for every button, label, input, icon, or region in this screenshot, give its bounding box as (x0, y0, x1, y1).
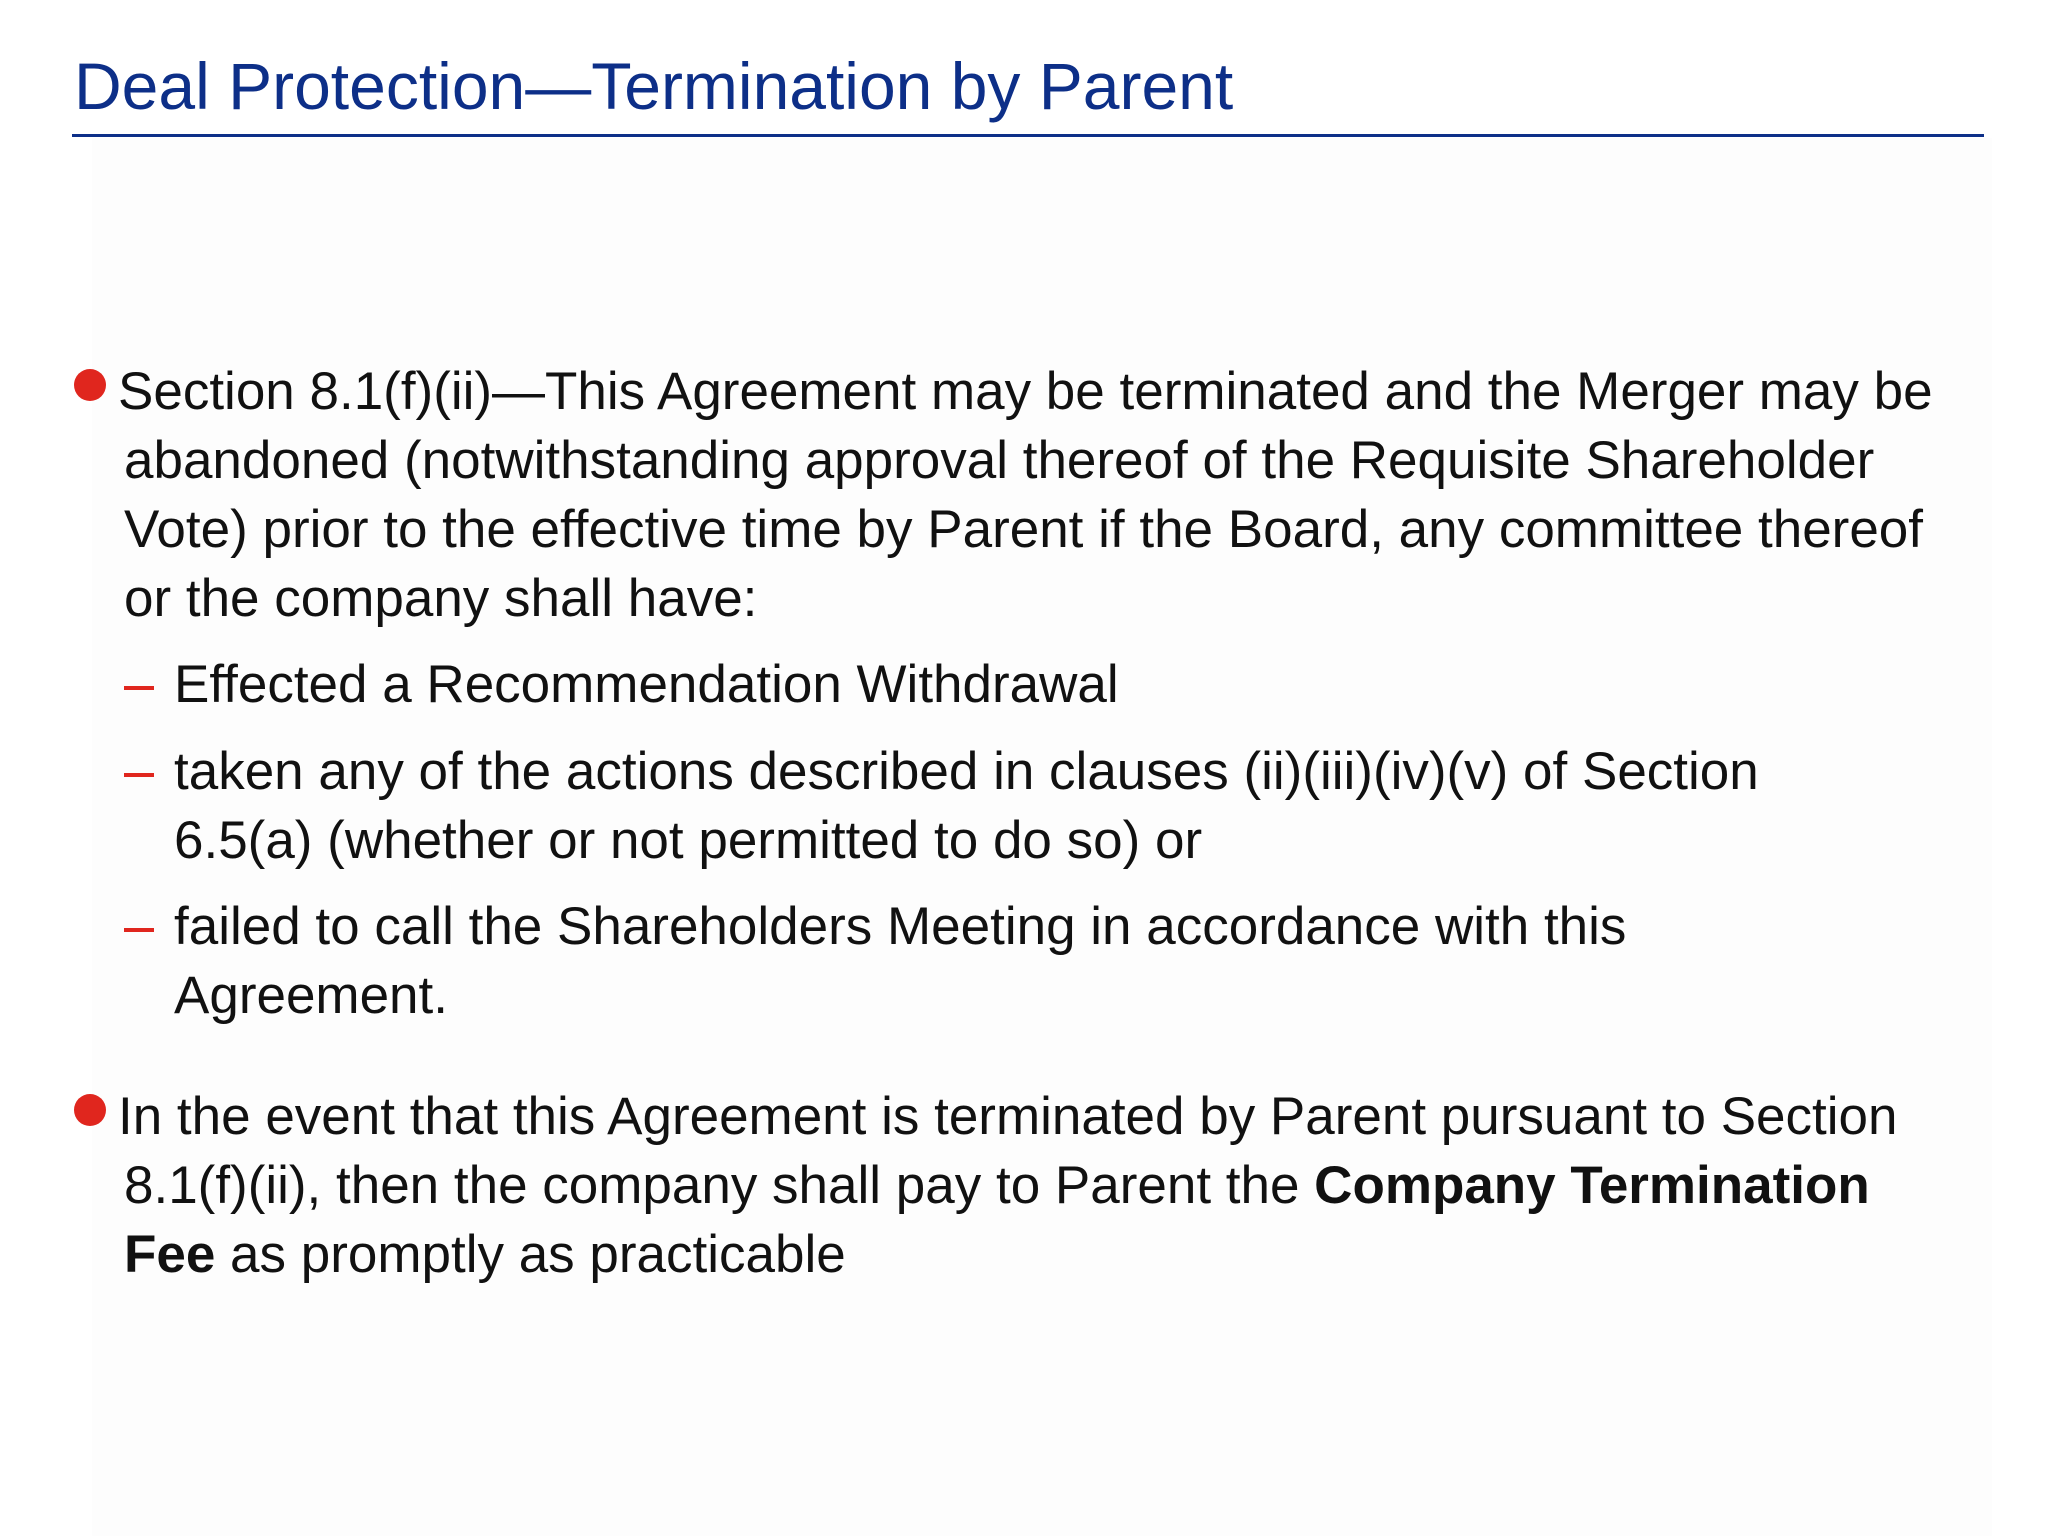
sub-item-3 (124, 892, 1904, 1030)
dash-icon (124, 773, 154, 777)
red-bullet-icon (74, 1094, 106, 1126)
bullet-item-2 (72, 1082, 1952, 1289)
sub-item-text: taken any of the actions described in clauses (ii)(iii)(iv)(v) of Section 6.5(a) (whether or not permitted to do so) or (174, 742, 1759, 870)
sub-item-text: failed to call the Shareholders Meeting in accordance with this Agreement. (174, 897, 1627, 1025)
sub-item-1 (124, 650, 1904, 719)
sub-item-text: Effected a Recommendation Withdrawal (174, 655, 1119, 714)
bullet-item-1 (72, 357, 1952, 633)
dash-icon (124, 928, 154, 932)
sub-item-2 (124, 737, 1904, 875)
title-underline (72, 134, 1984, 137)
red-bullet-icon (74, 369, 106, 401)
dash-icon (124, 686, 154, 690)
bullet-text (118, 1082, 1952, 1289)
bullet-text-part: In the event that this Agreement is terminated by Parent pursuant to Section 8.1(f)(ii), then the company shall pay to Parent the (118, 1087, 1898, 1215)
slide-title: Deal Protection—Termination by Parent (74, 49, 1234, 123)
bold-term: Company Termination Fee (124, 1156, 1870, 1284)
bullet-text-part: as promptly as practicable (215, 1225, 846, 1284)
bullet-text: Section 8.1(f)(ii)—This Agreement may be terminated and the Merger may be abandoned (notwithstanding approval thereof of the Requisite Shareholder Vote) prior to the effective time by Parent if the Board, any committee thereof or the company shall have: (118, 362, 1933, 628)
